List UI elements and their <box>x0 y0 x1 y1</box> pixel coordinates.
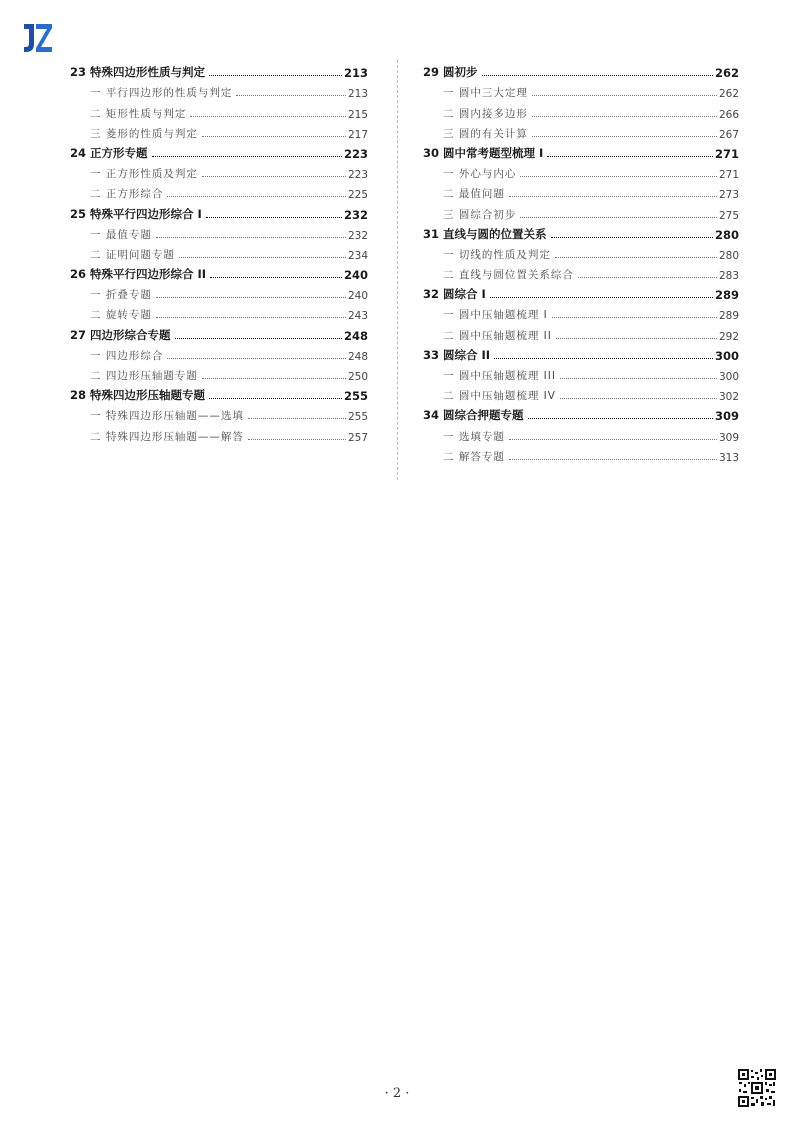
toc-entry[interactable]: 31 直线与圆的位置关系 280 <box>423 226 739 242</box>
toc-entry[interactable]: 一 圆中压轴题梳理 I 289 <box>443 309 739 323</box>
toc-entry[interactable]: 二 直线与圆位置关系综合 283 <box>443 269 739 283</box>
toc-right-column <box>423 60 739 464</box>
toc-entry[interactable]: 32 圆综合 I 289 <box>423 287 739 303</box>
toc-entry[interactable]: 三 菱形的性质与判定 217 <box>90 127 368 141</box>
toc-entry[interactable]: 二 四边形压轴题专题 250 <box>90 370 368 383</box>
toc-entry[interactable]: 二 证明问题专题 234 <box>90 248 368 262</box>
jz-logo-icon <box>20 20 56 56</box>
toc-entry[interactable]: 34 圆综合押题专题 309 <box>423 408 739 424</box>
toc-entry[interactable]: 二 特殊四边形压轴题——解答 257 <box>90 430 368 444</box>
toc-entry[interactable]: 一 特殊四边形压轴题——选填 255 <box>90 410 368 424</box>
page-number: · 2 · <box>384 1086 410 1101</box>
toc-entry[interactable]: 一 圆中三大定理 262 <box>443 87 739 101</box>
toc-entry[interactable]: 30 圆中常考题型梳理 I 271 <box>423 145 739 161</box>
toc-entry[interactable]: 一 平行四边形的性质与判定 213 <box>90 87 368 101</box>
toc-entry[interactable]: 三 圆的有关计算 267 <box>443 127 739 141</box>
toc-entry[interactable]: 一 四边形综合 248 <box>90 349 368 363</box>
toc-entry[interactable]: 二 圆中压轴题梳理 IV 302 <box>443 390 739 404</box>
toc-entry[interactable]: 一 选填专题 309 <box>443 430 739 444</box>
toc-entry[interactable]: 一 最值专题 232 <box>90 228 368 242</box>
toc-entry[interactable]: 二 矩形性质与判定 215 <box>90 107 368 121</box>
toc-left-column <box>70 60 368 444</box>
toc-entry[interactable]: 二 解答专题 313 <box>443 450 739 464</box>
column-divider <box>397 60 398 480</box>
toc-entry[interactable]: 23 特殊四边形性质与判定 213 <box>70 65 368 81</box>
toc-entry[interactable]: 29 圆初步 262 <box>423 65 739 81</box>
toc-entry[interactable]: 一 外心与内心 271 <box>443 168 739 182</box>
toc-entry[interactable]: 一 折叠专题 240 <box>90 289 368 303</box>
toc-entry[interactable]: 三 圆综合初步 275 <box>443 208 739 222</box>
toc-entry[interactable]: 二 圆内接多边形 266 <box>443 107 739 121</box>
toc-entry[interactable]: 一 正方形性质及判定 223 <box>90 168 368 182</box>
toc-entry[interactable]: 27 四边形综合专题 248 <box>70 327 368 343</box>
toc-entry[interactable]: 二 旋转专题 243 <box>90 309 368 323</box>
toc-entry[interactable]: 二 圆中压轴题梳理 II 292 <box>443 329 739 343</box>
toc-entry[interactable]: 26 特殊平行四边形综合 II 240 <box>70 267 368 283</box>
toc-entry[interactable]: 28 特殊四边形压轴题专题 255 <box>70 388 368 404</box>
toc-entry[interactable]: 33 圆综合 II 300 <box>423 347 739 363</box>
toc-entry[interactable]: 一 切线的性质及判定 280 <box>443 248 739 262</box>
qr-code-icon[interactable] <box>737 1068 777 1108</box>
toc-entry[interactable]: 二 正方形综合 225 <box>90 188 368 202</box>
toc-entry[interactable]: 25 特殊平行四边形综合 I 232 <box>70 206 368 222</box>
toc-entry[interactable]: 24 正方形专题 223 <box>70 145 368 161</box>
toc-entry[interactable]: 二 最值问题 273 <box>443 188 739 202</box>
toc-entry[interactable]: 一 圆中压轴题梳理 III 300 <box>443 370 739 383</box>
